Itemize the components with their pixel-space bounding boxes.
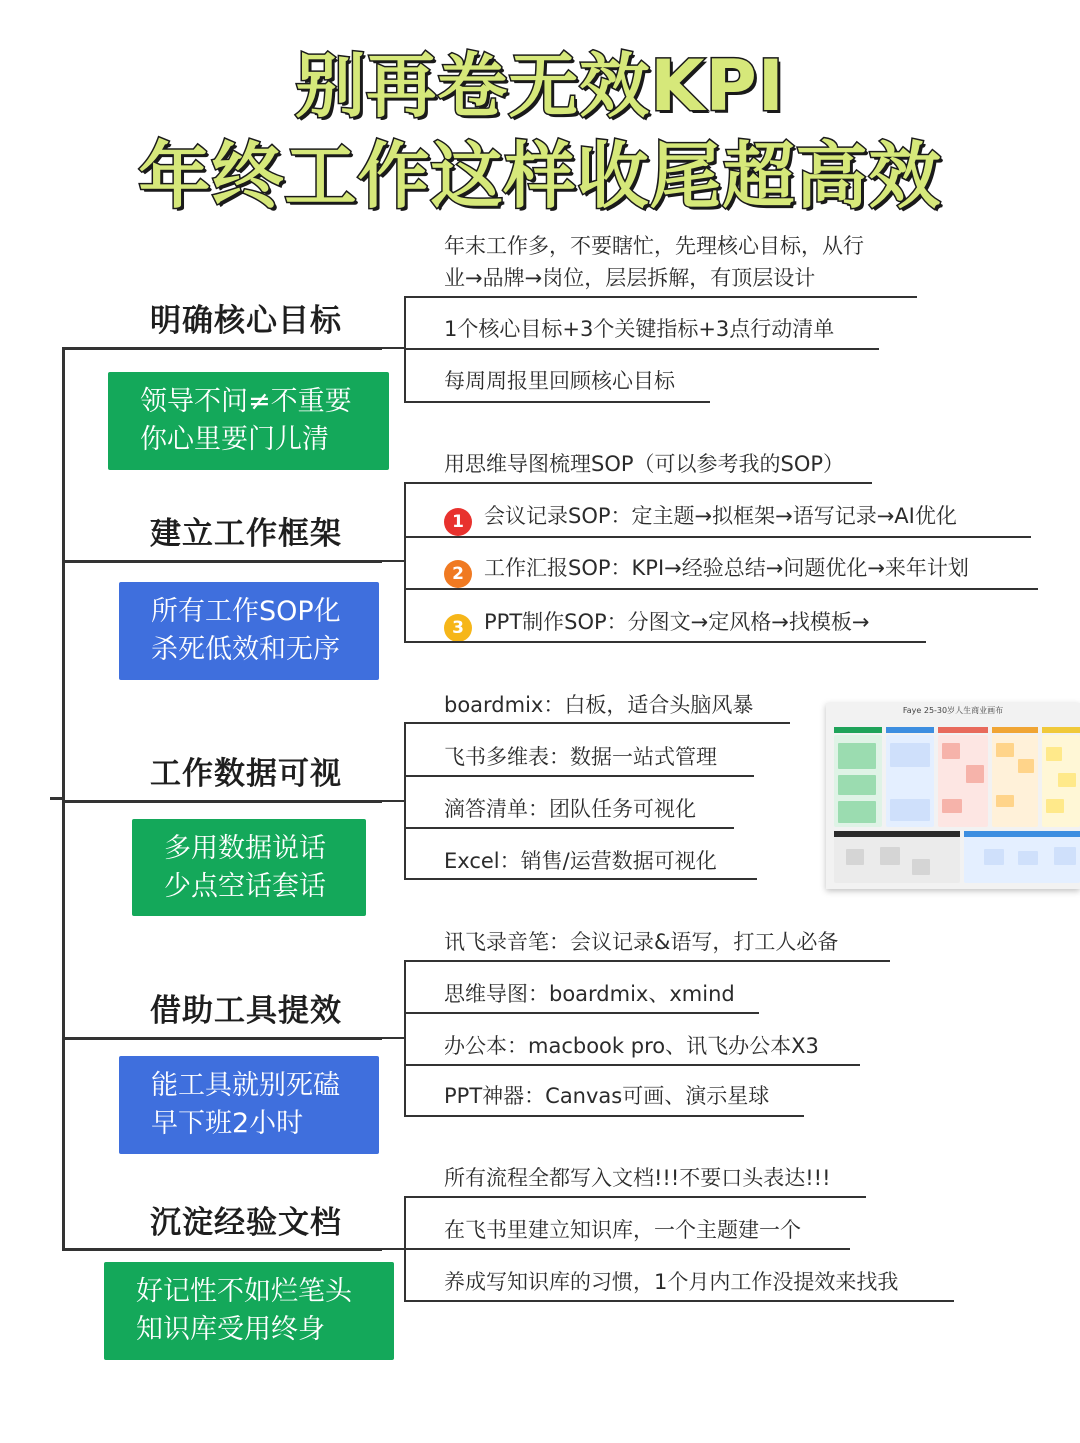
sub-item <box>444 230 864 294</box>
thumbnail-title: Faye 25-30岁人生商业画布 <box>902 706 1004 715</box>
tag-line: 杀死低效和无序 <box>151 634 340 665</box>
topic-tag <box>108 372 389 470</box>
sub-item: 办公本：macbook pro、讯飞办公本X3 <box>444 1034 819 1058</box>
branch-line <box>62 800 382 803</box>
title-line-1: 别再卷无效KPI <box>295 45 785 127</box>
sub-item <box>444 500 957 536</box>
topic-tag <box>132 819 366 916</box>
thumb-header-bar <box>886 727 934 733</box>
thumb-sticky-note <box>838 743 876 769</box>
sub-bridge <box>380 347 406 349</box>
thumb-sticky-note <box>966 765 984 783</box>
thumb-sticky-note <box>1058 773 1076 787</box>
branch-line <box>62 560 382 563</box>
topic-label: 明确核心目标 <box>150 303 342 339</box>
sub-item: PPT神器：Canvas可画、演示星球 <box>444 1084 770 1108</box>
sub-bridge <box>380 800 406 802</box>
thumb-sticky-note <box>1046 799 1064 813</box>
thumb-header-bar <box>992 727 1038 733</box>
thumb-sticky-note <box>996 795 1014 807</box>
canvas-thumbnail-image <box>826 703 1080 889</box>
tag-line: 你心里要门儿清 <box>140 424 329 455</box>
sub-item-text: PPT制作SOP：分图文→定风格→找模板→ <box>484 610 870 634</box>
topic-tag <box>119 1056 379 1154</box>
thumb-sticky-note <box>838 801 876 823</box>
sub-underline <box>404 1012 759 1014</box>
tag-line: 所有工作SOP化 <box>151 596 341 627</box>
sub-item: 养成写知识库的习惯，1个月内工作没提效来找我 <box>444 1270 899 1294</box>
branch-line <box>62 347 382 350</box>
thumb-header-bar <box>938 727 988 733</box>
sub-item: 滴答清单：团队任务可视化 <box>444 797 696 821</box>
topic-label: 工作数据可视 <box>150 756 342 792</box>
thumb-sticky-note <box>880 847 900 865</box>
thumb-header-bar <box>1042 727 1080 733</box>
sub-underline <box>404 827 734 829</box>
number-3-icon: 3 <box>444 614 472 642</box>
sub-underline <box>404 482 872 484</box>
sub-underline <box>404 401 710 403</box>
branch-line <box>62 1037 382 1040</box>
sub-item <box>444 606 869 642</box>
sub-underline <box>404 641 926 643</box>
thumb-sticky-note <box>912 859 930 875</box>
sub-underline <box>404 878 757 880</box>
sub-item: 在飞书里建立知识库，一个主题建一个 <box>444 1218 801 1242</box>
thumb-sticky-note <box>890 743 930 767</box>
tag-line: 好记性不如烂笔头 <box>136 1276 352 1307</box>
thumb-sticky-note <box>846 849 864 865</box>
topic-label: 建立工作框架 <box>150 516 342 552</box>
sub-underline <box>404 1300 954 1302</box>
sub-item: 讯飞录音笔：会议记录&语写，打工人必备 <box>444 930 839 954</box>
sub-connector <box>404 482 406 642</box>
sub-item-text: 会议记录SOP：定主题→拟框架→语写记录→AI优化 <box>484 504 957 528</box>
sub-underline <box>404 296 917 298</box>
thumb-sticky-note <box>942 799 962 813</box>
sub-underline <box>404 775 754 777</box>
sub-underline <box>404 536 1031 538</box>
thumb-sticky-note <box>1018 759 1034 773</box>
number-1-icon: 1 <box>444 508 472 536</box>
sub-item: 所有流程全都写入文档!!!不要口头表达!!! <box>444 1166 831 1190</box>
sub-item-text: 工作汇报SOP：KPI→经验总结→问题优化→来年计划 <box>484 556 969 580</box>
sub-bridge <box>380 560 406 562</box>
tag-line: 多用数据说话 <box>164 832 326 864</box>
thumb-sticky-note <box>996 743 1014 757</box>
thumb-sticky-note <box>942 743 960 759</box>
sub-underline <box>404 588 1038 590</box>
thumb-sticky-note <box>1018 851 1038 865</box>
sub-item: 飞书多维表：数据一站式管理 <box>444 745 717 769</box>
sub-item-text: 年末工作多，不要瞎忙，先理核心目标，从行 <box>444 234 864 258</box>
sub-item: 用思维导图梳理SOP（可以参考我的SOP） <box>444 452 845 476</box>
sub-underline <box>404 1115 804 1117</box>
sub-item: 1个核心目标+3个关键指标+3点行动清单 <box>444 317 835 341</box>
thumb-sticky-note <box>890 799 930 821</box>
topic-label: 沉淀经验文档 <box>150 1205 342 1241</box>
sub-item: Excel：销售/运营数据可视化 <box>444 849 717 873</box>
tag-line: 少点空话套话 <box>164 870 326 902</box>
sub-bridge <box>380 1037 406 1039</box>
number-2-icon: 2 <box>444 560 472 588</box>
thumb-sticky-note <box>1046 747 1062 761</box>
topic-label: 借助工具提效 <box>150 993 342 1029</box>
sub-underline <box>404 1248 850 1250</box>
branch-line <box>62 1248 382 1251</box>
topic-tag <box>119 582 379 680</box>
thumb-sticky-note <box>984 849 1004 865</box>
thumb-sticky-note <box>838 775 876 795</box>
sub-item: 每周周报里回顾核心目标 <box>444 369 675 393</box>
thumb-header-bar <box>834 727 882 733</box>
sub-item: 思维导图：boardmix、xmind <box>444 982 735 1006</box>
tag-line: 知识库受用终身 <box>136 1314 325 1345</box>
sub-underline <box>404 960 890 962</box>
sub-underline <box>404 1064 860 1066</box>
sub-underline <box>404 1196 866 1198</box>
tag-line: 早下班2小时 <box>151 1108 304 1139</box>
sub-item-text: 业→品牌→岗位，层层拆解，有顶层设计 <box>444 266 816 290</box>
sub-bridge <box>380 1248 406 1250</box>
sub-item <box>444 552 969 588</box>
sub-underline <box>404 348 879 350</box>
tag-line: 能工具就别死磕 <box>151 1070 340 1101</box>
sub-underline <box>404 722 790 724</box>
sub-item: boardmix：白板，适合头脑风暴 <box>444 693 754 717</box>
thumb-sticky-note <box>1054 847 1076 865</box>
topic-tag <box>104 1262 394 1360</box>
title-line-2: 年终工作这样收尾超高效 <box>138 134 942 218</box>
tag-line: 领导不问≠不重要 <box>140 386 352 417</box>
